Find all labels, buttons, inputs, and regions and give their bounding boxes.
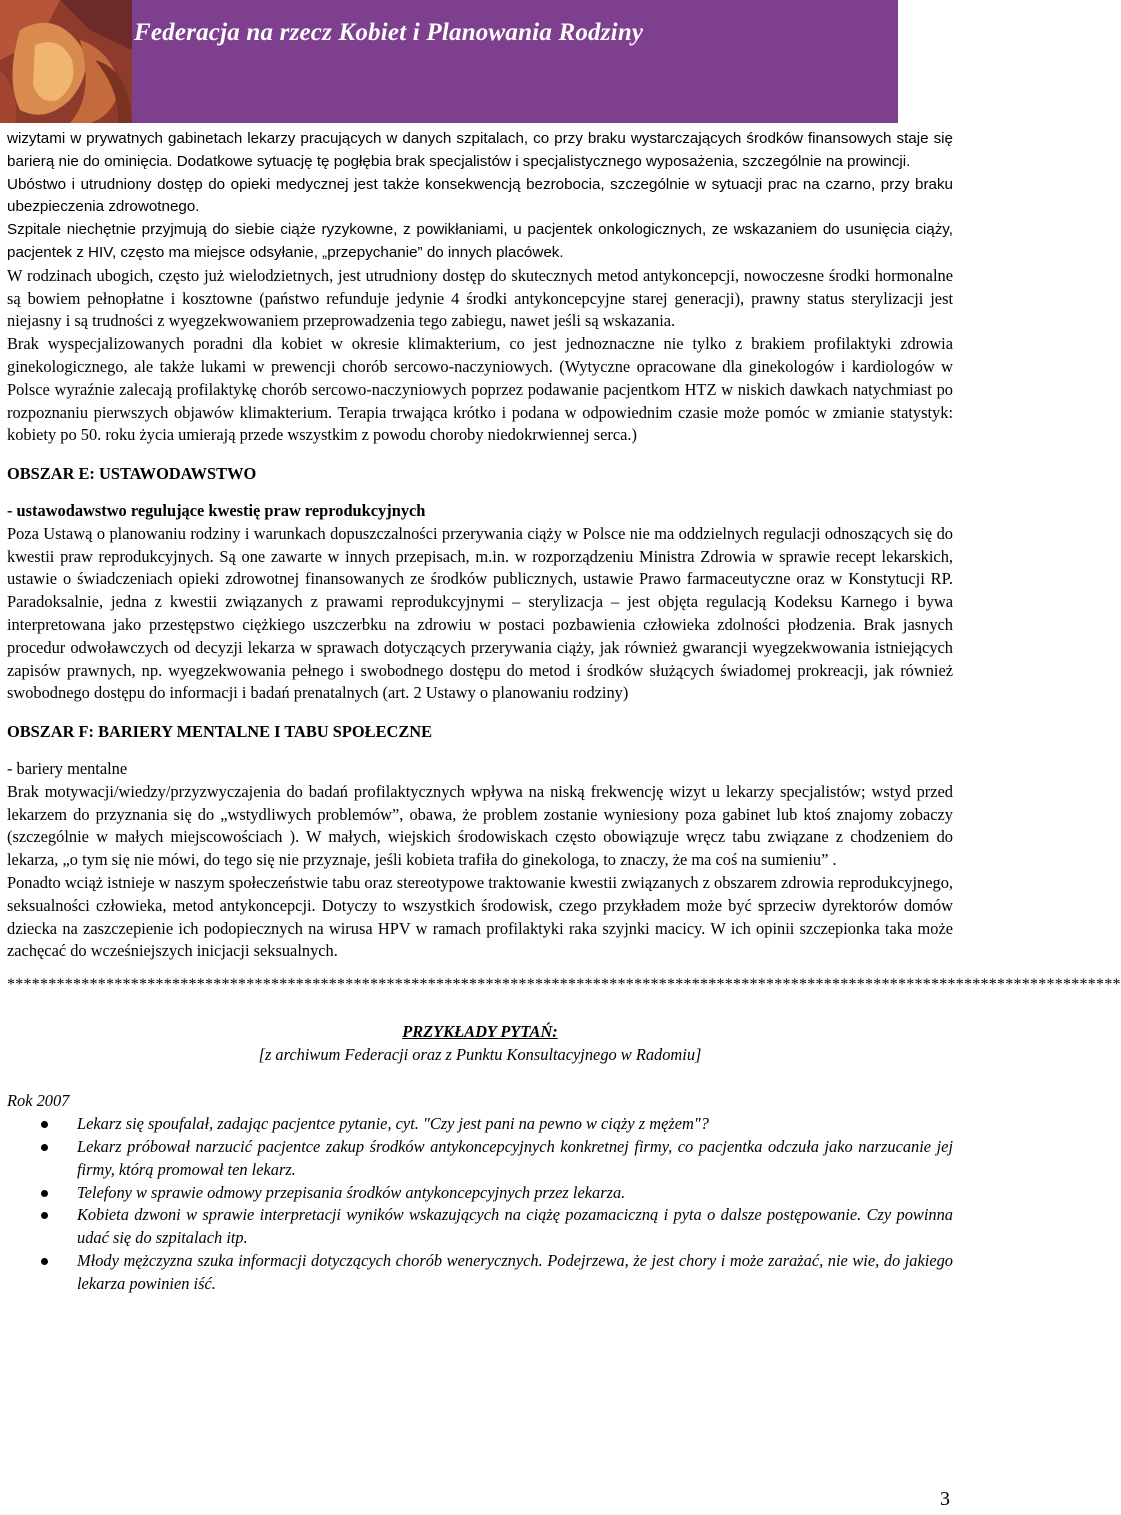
paragraph-legislation: Poza Ustawą o planowaniu rodziny i warunkach dopuszczalności przerywania ciąży w Polsce nie ma oddzielnych regulacji odnoszących się do kwestii praw reprodukcyjnych. Są one zawarte w innych przepisach, m.in. w rozporządzeniu Ministra Zdrowia w sprawie recept lekarskich, ustawie o świadczeniach opieki zdrowotnej finansowanych ze środków publicznych, ustawie Prawo farmaceutyczne oraz w Konstytucji RP. Paradoksalnie, jedna z kwestii związanych z prawami reprodukcyjnymi – sterylizacja – jest objęta regulacją Kodeksu Karnego i bywa interpretowana jako przestępstwo ciężkiego uszczerbku na zdrowiu w postaci pozbawienia człowieka zdolności płodzenia. Brak jasnych procedur odwoławczych od decyzji lekarza w sprawach dotyczących przerywania ciąży, jak również gwarancji wyegzekwowania istniejących zapisów prawnych, np. wyegzekwowania pełnego i swobodnego dostępu do metod i środków służących świadomej prokreacji, jak również swobodnego dostępu do informacji i badań prenatalnych (art. 2 Ustawy o planowaniu rodziny) — [7, 523, 953, 703]
list-item: Lekarz się spoufalał, zadając pacjentce pytanie, cyt. "Czy jest pani na pewno w ciąży z mężem"? — [77, 1113, 953, 1136]
document-body — [7, 128, 1121, 1296]
section-heading-mental-barriers: OBSZAR F: BARIERY MENTALNE I TABU SPOŁECZNE — [7, 722, 433, 742]
paragraph-private-visits: wizytami w prywatnych gabinetach lekarzy pracujących w danych szpitalach, co przy braku wystarczających środków finansowych staje się barierą nie do ominięcia. Dodatkowe sytuację tę pogłębia brak specjalistów i specjalistycznego wyposażenia, szczególnie na prowincji. — [7, 130, 953, 170]
list-item: Młody mężczyzna szuka informacji dotyczących chorób wenerycznych. Podejrzewa, że jest chory i może zarażać, nie wie, do jakiego lekarza powinien iść. — [77, 1250, 953, 1296]
paragraph-climacteric: Brak wyspecjalizowanych poradni dla kobiet w okresie klimakterium, co jest jednoznaczne nie tylko z brakiem profilaktyki zdrowia ginekologicznego, ale także lukami w prewencji chorób sercowo-naczyniowych. (Wytyczne opracowane dla ginekologów i kardiologów w Polsce wyraźnie zalecają profilaktykę chorób sercowo-naczyniowych poprzez podawanie pacjentkom HTZ w niskich dawkach natychmiast po rozpoznaniu pierwszych objawów klimakterium. Terapia trwająca krótko i podana w odpowiednim czasie może pomóc w zmianie statystyk: kobiety po 50. roku życia umierają przede wszystkim z powodu choroby niedokrwiennej serca.) — [7, 334, 953, 445]
artwork-figure-logo — [0, 0, 132, 123]
subheading-legislation: - ustawodawstwo regulujące kwestię praw reprodukcyjnych — [7, 500, 426, 520]
paragraph-contraception-access: W rodzinach ubogich, często już wielodzietnych, jest utrudniony dostęp do skutecznych metod antykoncepcji, nowoczesne środki hormonalne są bowiem pełnopłatne i kosztowne (państwo refunduje jedynie 4 środki antykoncepcyjne starej generacji), prawny status sterylizacji jest niejasny i są trudności z wyegzekwowaniem przeprowadzenia tego zabiegu, nawet jeśli są wskazania. — [7, 265, 953, 331]
questions-list — [7, 1113, 953, 1295]
list-item: Lekarz próbował narzucić pacjentce zakup środków antykoncepcyjnych konkretnej firmy, co pacjentka odczuła jako narzucanie jej firmy, którą promował ten lekarz. — [77, 1136, 953, 1182]
subheading-mental-barriers: - bariery mentalne — [7, 758, 128, 778]
examples-title: PRZYKŁADY PYTAŃ: — [402, 1021, 558, 1041]
paragraph-poverty: Ubóstwo i utrudniony dostęp do opieki medycznej jest także konsekwencją bezrobocia, szczególnie w sytuacji prac na czarno, przy braku ubezpieczenia zdrowotnego. — [7, 175, 953, 216]
organization-title: Federacja na rzecz Kobiet i Planowania Rodziny — [134, 19, 644, 46]
list-item: Telefony w sprawie odmowy przepisania środków antykoncepcyjnych przez lekarza. — [77, 1182, 953, 1205]
year-label: Rok 2007 — [7, 1091, 70, 1111]
section-heading-legislation: OBSZAR E: USTAWODAWSTWO — [7, 464, 257, 484]
examples-source: [z archiwum Federacji oraz z Punktu Konsultacyjnego w Radomiu] — [258, 1044, 702, 1064]
paragraph-motivation: Brak motywacji/wiedzy/przyzwyczajenia do badań profilaktycznych wpływa na niską frekwencję wizyt u lekarzy specjalistów; wstyd przed lekarzem do przyznania się do „wstydliwych problemów”, obawa, że problem zostanie wyniesiony poza gabinet lub ktoś znajomy zobaczy (szczególnie w małych miejscowościach ). W małych, wiejskich środowiskach często obowiązuje wręcz tabu związane z chodzeniem do lekarza, „o tym się nie mówi, do tego się nie przyznaje, jeśli kobieta trafiła do ginekologa, to znaczy, że ma coś na sumieniu” . — [7, 781, 953, 870]
list-item: Kobieta dzwoni w sprawie interpretacji wyników wskazujących na ciążę pozamaciczną i pyta o dalsze postępowanie. Czy powinna udać się do szpitalach itp. — [77, 1204, 953, 1250]
paragraph-hospitals: Szpitale niechętnie przyjmują do siebie ciąże ryzykowne, z powikłaniami, u pacjentek onkologicznych, ze wskazaniem do usunięcia ciąży, pacjentek z HIV, często ma miejsce odsyłanie, „przepychanie” do innych placówek. — [7, 221, 953, 261]
header-banner — [0, 0, 898, 123]
page-number: 3 — [940, 1488, 950, 1510]
separator-stars: *************************************************************************************************************************************** — [7, 976, 1121, 994]
paragraph-taboo: Ponadto wciąż istnieje w naszym społeczeństwie tabu oraz stereotypowe traktowanie kwestii związanych z obszarem zdrowia reprodukcyjnego, seksualności człowieka, metod antykoncepcji. Dotyczy to wszystkich środowisk, czego przykładem może być sprzeciw dyrektorów domów dziecka na zaszczepienie ich podopiecznych na wirusa HPV w ramach profilaktyki raka szyjnki macicy. W ich opinii szczepionka taka może zachęcać do wcześniejszych inicjacji seksualnych. — [7, 872, 953, 961]
